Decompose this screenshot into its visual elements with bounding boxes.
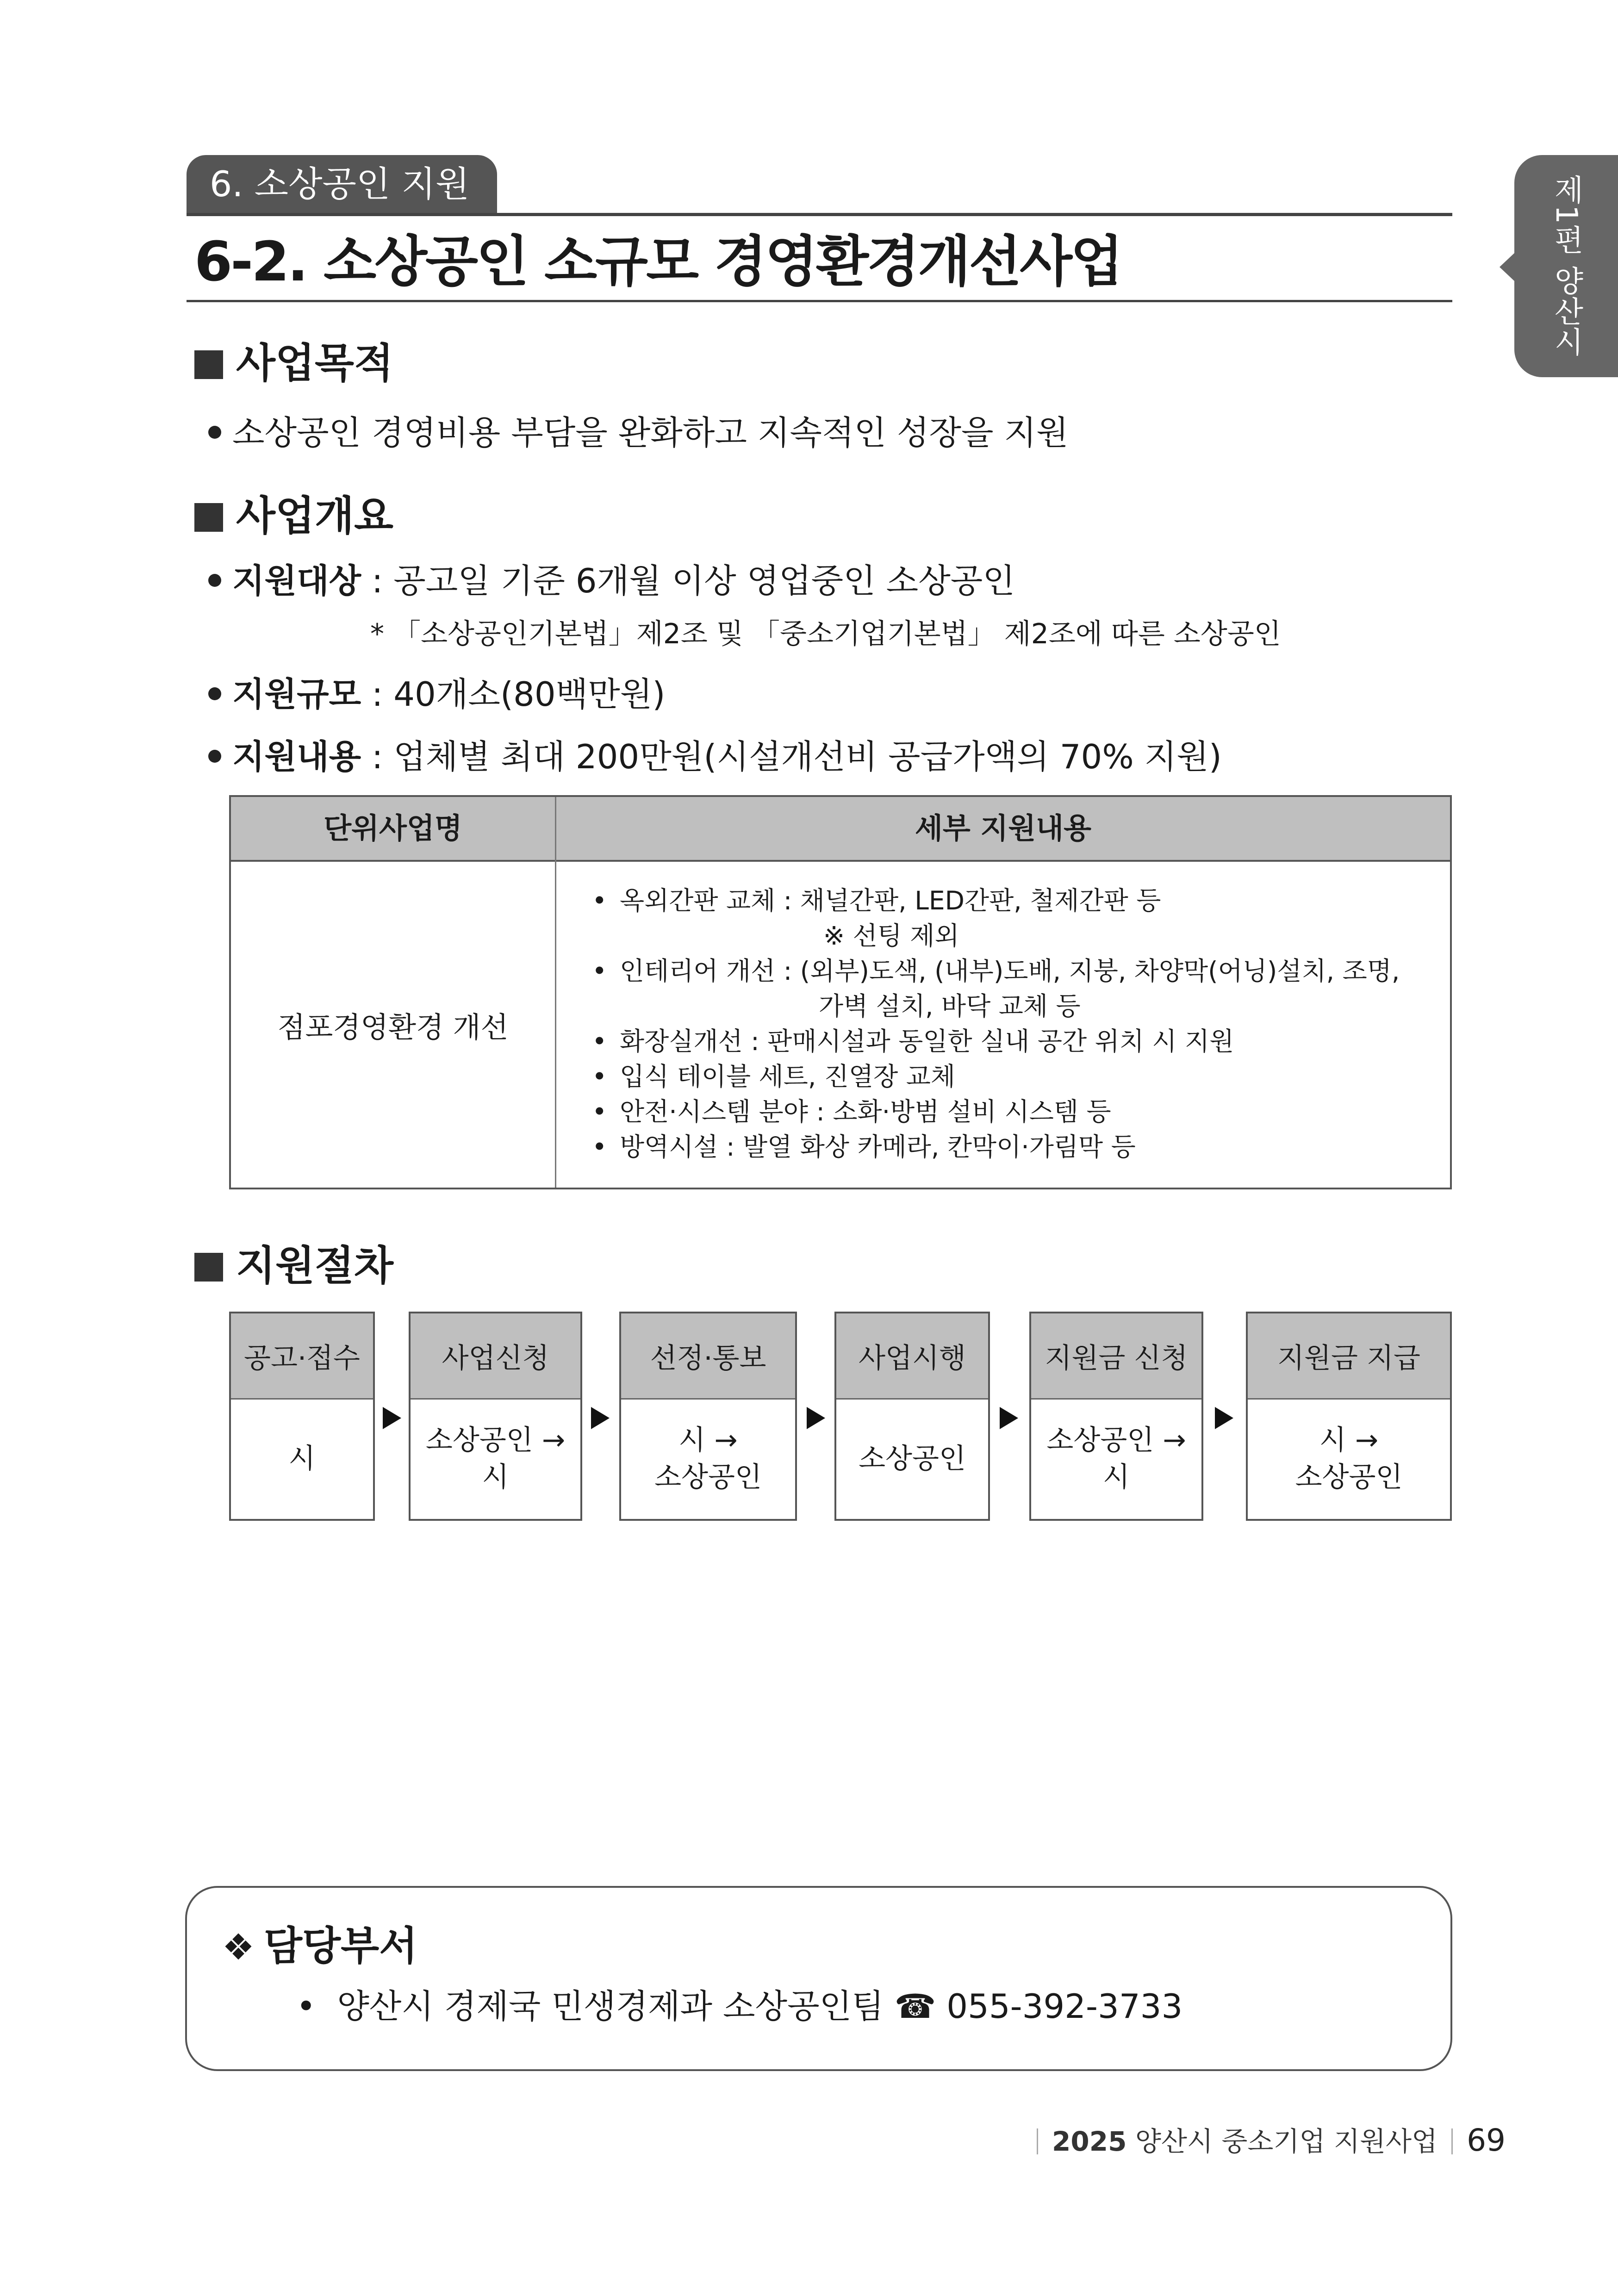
detail-text: ※ 선팅 제외 — [823, 921, 959, 951]
detail-bullet: • — [592, 1097, 607, 1126]
section-tab: 6. 소상공인 지원 — [187, 155, 497, 213]
step-actor — [231, 1400, 373, 1518]
table-header-details: 세부 지원내용 — [915, 811, 1091, 845]
procedure-step — [834, 1312, 990, 1521]
purpose-item — [208, 410, 1069, 456]
detail-item — [592, 1094, 1400, 1129]
detail-item — [592, 918, 1400, 953]
arrow-right-icon — [383, 1407, 401, 1429]
overview-heading-text: 사업개요 — [236, 492, 394, 540]
detail-item — [592, 1129, 1400, 1164]
round-bullet-icon — [208, 426, 221, 439]
purpose-text: 소상공인 경영비용 부담을 완화하고 지속적인 성장을 지원 — [232, 413, 1069, 452]
target-note: * 「소상공인기본법」제2조 및 「중소기업기본법」 제2조에 따른 소상공인 — [370, 618, 1281, 650]
procedure-step — [229, 1312, 375, 1521]
overview-scale — [208, 671, 665, 717]
footer-title: 양산시 중소기업 지원사업 — [1126, 2126, 1438, 2157]
arrow-right-icon — [591, 1407, 610, 1429]
page-title: 6-2. 소상공인 소규모 경영환경개선사업 — [194, 230, 1122, 293]
round-bullet-icon — [208, 750, 221, 763]
detail-bullet: • — [592, 1062, 607, 1091]
side-tab-pointer-icon — [1500, 252, 1515, 282]
target-label: 지원대상 — [232, 561, 361, 600]
diamond-bullet-icon: ❖ — [222, 1927, 255, 1968]
step-actor-text: 소상공인 → 시 — [1046, 1424, 1186, 1493]
arrow-right-icon — [807, 1407, 825, 1429]
step-title: 지원금 지급 — [1248, 1313, 1450, 1400]
table-header-unit-name: 단위사업명 — [324, 811, 462, 845]
contact-box — [185, 1886, 1452, 2071]
title-rule-bottom — [187, 300, 1452, 302]
detail-item — [592, 883, 1400, 918]
step-actor-text: 시 → 소상공인 — [1295, 1424, 1403, 1493]
purpose-heading — [194, 338, 393, 389]
step-actor — [621, 1400, 795, 1518]
step-title: 공고·접수 — [231, 1313, 373, 1400]
page-footer — [1023, 2120, 1506, 2162]
procedure-step — [1029, 1312, 1203, 1521]
step-title: 사업시행 — [836, 1313, 988, 1400]
detail-item — [592, 1024, 1400, 1059]
support-table — [229, 795, 1452, 1189]
detail-bullet: • — [592, 886, 607, 915]
step-title: 사업신청 — [411, 1313, 580, 1400]
overview-heading — [194, 491, 393, 541]
arrow-right-icon — [1215, 1407, 1233, 1429]
detail-item — [592, 989, 1400, 1024]
title-rule-top — [187, 213, 1452, 216]
overview-content — [208, 734, 1222, 780]
detail-text: 화장실개선 : 판매시설과 동일한 실내 공간 위치 시 지원 — [620, 1027, 1234, 1056]
footer-separator — [1037, 2128, 1038, 2154]
overview-target — [208, 558, 1015, 604]
procedure-step — [619, 1312, 797, 1521]
phone-icon: ☎ — [894, 1987, 936, 2026]
step-actor — [836, 1400, 988, 1518]
step-actor — [1031, 1400, 1201, 1518]
step-title: 선정·통보 — [621, 1313, 795, 1400]
procedure-heading — [194, 1240, 393, 1291]
round-bullet-icon — [208, 574, 221, 587]
step-actor — [411, 1400, 580, 1518]
table-cell-unit-name: 점포경영환경 개선 — [277, 1010, 509, 1044]
table-cell-details — [592, 883, 1400, 1164]
content-label: 지원내용 — [232, 737, 361, 776]
square-bullet-icon — [194, 503, 223, 532]
procedure-step — [409, 1312, 582, 1521]
round-bullet-icon — [208, 687, 221, 700]
step-actor-text: 시 → 소상공인 — [654, 1424, 762, 1493]
scale-label: 지원규모 — [232, 675, 361, 714]
detail-text: 입식 테이블 세트, 진열장 교체 — [620, 1062, 955, 1091]
arrow-right-icon — [1000, 1407, 1018, 1429]
square-bullet-icon — [194, 1253, 223, 1282]
contact-heading — [222, 1921, 417, 1973]
step-actor — [1248, 1400, 1450, 1518]
side-tab-label: 제1편 양산시 — [1549, 174, 1583, 358]
contact-dept: 양산시 경제국 민생경제과 소상공인팀 — [337, 1987, 884, 2026]
detail-item — [592, 1059, 1400, 1094]
detail-item — [592, 953, 1400, 989]
content-text: : 업체별 최대 200만원(시설개선비 공급가액의 70% 지원) — [361, 737, 1222, 776]
contact-item — [296, 1983, 1182, 2029]
footer-separator — [1451, 2128, 1453, 2154]
detail-text: 인테리어 개선 : (외부)도색, (내부)도배, 지붕, 차양막(어닝)설치, 조명, — [620, 956, 1400, 986]
purpose-heading-text: 사업목적 — [236, 339, 394, 387]
detail-text: 안전·시스템 분야 : 소화·방범 설비 시스템 등 — [620, 1097, 1111, 1126]
detail-bullet: • — [592, 1132, 607, 1162]
step-actor-text: 소상공인 — [859, 1443, 966, 1475]
target-text: : 공고일 기준 6개월 이상 영업중인 소상공인 — [361, 561, 1015, 600]
procedure-step — [1246, 1312, 1452, 1521]
detail-bullet: • — [592, 956, 607, 986]
contact-heading-text: 담당부서 — [263, 1923, 418, 1969]
step-actor-text: 시 — [288, 1443, 316, 1475]
detail-text: 방역시설 : 발열 화상 카메라, 칸막이·가림막 등 — [620, 1132, 1136, 1162]
detail-text: 가벽 설치, 바닥 교체 등 — [819, 991, 1081, 1021]
square-bullet-icon — [194, 350, 223, 379]
scale-text: : 40개소(80백만원) — [361, 675, 666, 714]
contact-phone: 055-392-3733 — [946, 1987, 1183, 2026]
footer-year: 2025 — [1052, 2126, 1127, 2157]
step-title: 지원금 신청 — [1031, 1313, 1201, 1400]
detail-text: 옥외간판 교체 : 채널간판, LED간판, 철제간판 등 — [620, 886, 1161, 915]
step-actor-text: 소상공인 → 시 — [425, 1424, 566, 1493]
procedure-heading-text: 지원절차 — [236, 1242, 394, 1289]
detail-bullet: • — [592, 1027, 607, 1056]
page-number: 69 — [1467, 2122, 1506, 2158]
contact-bullet: • — [296, 1987, 316, 2026]
